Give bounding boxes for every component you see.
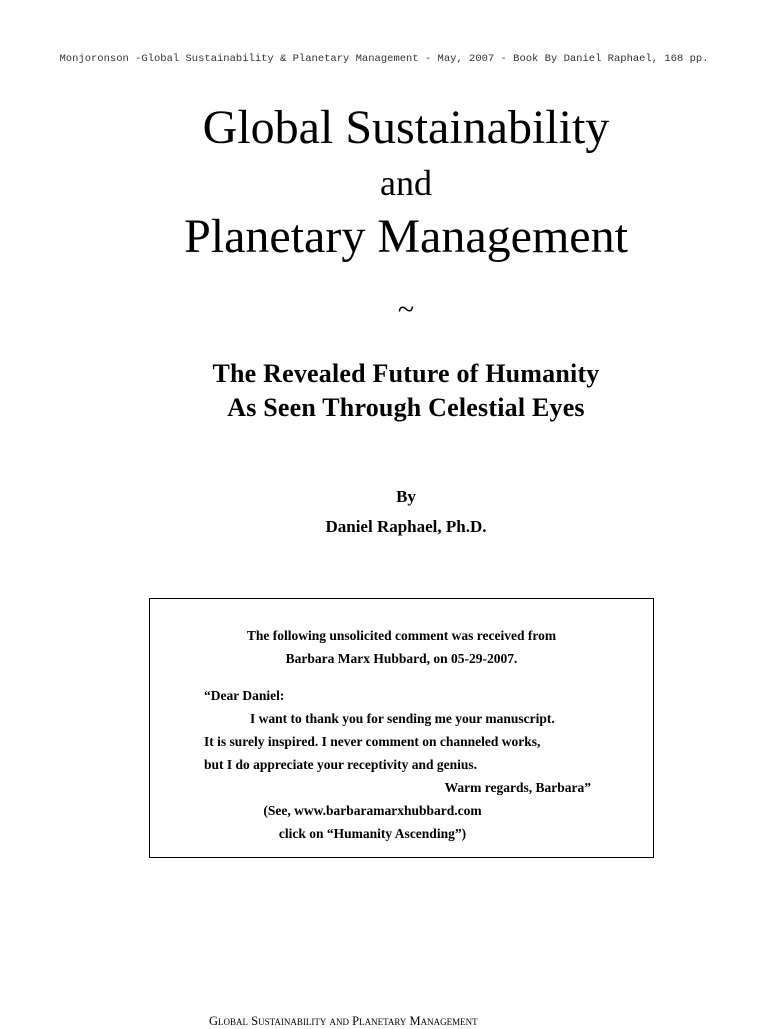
running-footer: Global Sustainability and Planetary Management [209, 1014, 478, 1028]
letter-body-line-2: It is surely inspired. I never comment on channeled works, [204, 734, 541, 749]
running-header: Monjoronson -Global Sustainability & Planetary Management - May, 2007 - Book By Daniel Raphael, 168 pp. [59, 53, 709, 65]
title-separator: ~ [397, 293, 415, 326]
author-name: Daniel Raphael, Ph.D. [325, 517, 487, 536]
byline [0, 482, 768, 542]
comment-letter [150, 684, 653, 845]
book-title-line-1: Global Sustainability [202, 101, 610, 154]
letter-body-line-3: but I do appreciate your receptivity and genius. [204, 757, 478, 772]
book-title-conjunction: and [380, 163, 432, 203]
comment-box [149, 598, 654, 858]
book-title-line-2: Planetary Management [184, 210, 628, 263]
subtitle-line-2: As Seen Through Celestial Eyes [227, 393, 585, 422]
subtitle [0, 357, 768, 425]
comment-intro [150, 624, 653, 670]
title-block [0, 98, 768, 266]
byline-by: By [396, 487, 416, 506]
subtitle-line-1: The Revealed Future of Humanity [212, 359, 600, 388]
see-reference-line-1: (See, www.barbaramarxhubbard.com [263, 803, 482, 818]
letter-body-line-1: I want to thank you for sending me your manuscript. [250, 711, 555, 726]
comment-intro-line-2: Barbara Marx Hubbard, on 05-29-2007. [285, 651, 518, 666]
letter-signoff: Warm regards, Barbara” [444, 780, 591, 795]
letter-salutation: “Dear Daniel: [204, 688, 285, 703]
see-reference-line-2: click on “Humanity Ascending”) [278, 826, 467, 841]
comment-intro-line-1: The following unsolicited comment was received from [246, 628, 557, 643]
